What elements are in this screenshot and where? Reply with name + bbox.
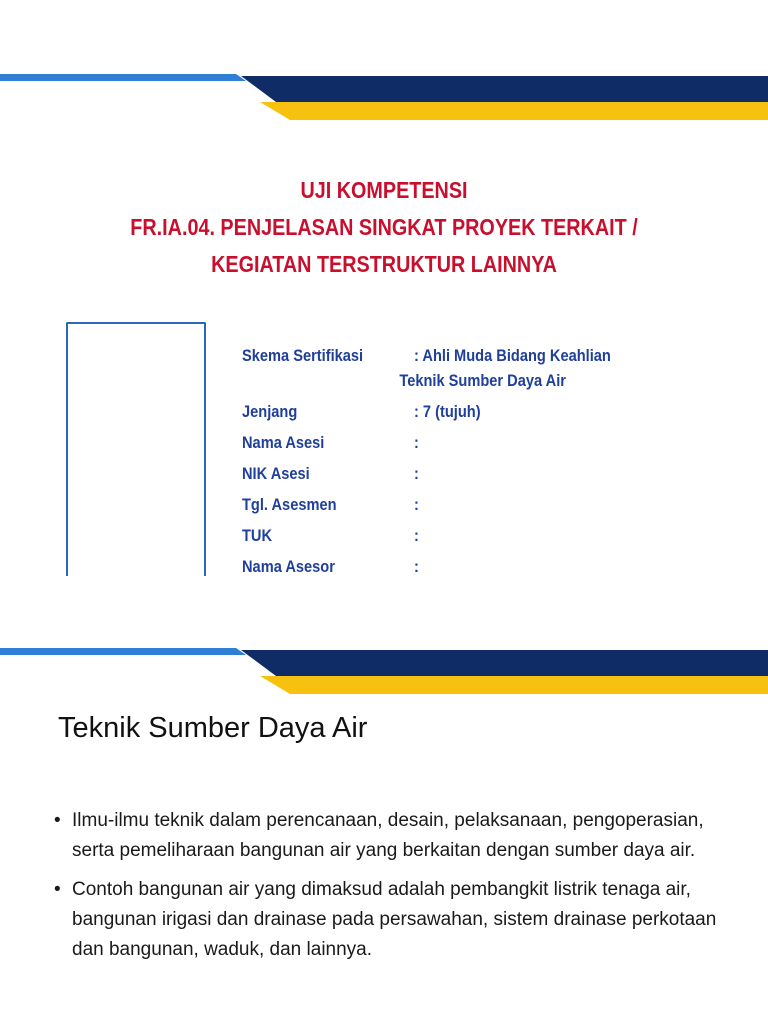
form-value: Teknik Sumber Daya Air bbox=[399, 371, 566, 390]
form-label: Jenjang bbox=[242, 402, 298, 421]
slide2-title: Teknik Sumber Daya Air bbox=[58, 712, 368, 744]
bullet-icon: • bbox=[54, 879, 61, 900]
form-label: TUK bbox=[242, 526, 273, 545]
bullet-icon: • bbox=[54, 810, 61, 831]
bullet-text: Ilmu-ilmu teknik dalam perencanaan, desain, pelaksanaan, pengoperasian, serta pemeliharaan bangunan air yang berkaitan dengan sumber daya air. bbox=[72, 810, 704, 861]
form-value: : bbox=[414, 495, 419, 514]
form-label: Tgl. Asesmen bbox=[242, 495, 337, 514]
form-label: Nama Asesor bbox=[242, 557, 335, 576]
form-row-jenjang bbox=[242, 396, 745, 427]
title-line-2: FR.IA.04. PENJELASAN SINGKAT PROYEK TERKAIT / bbox=[130, 214, 638, 240]
form-label: Nama Asesi bbox=[242, 433, 325, 452]
slide2-header-band bbox=[0, 646, 768, 694]
title-line-1: UJI KOMPETENSI bbox=[300, 177, 468, 203]
list-item bbox=[54, 806, 724, 866]
slide-separator bbox=[0, 576, 768, 646]
form-row-nik-asesi bbox=[242, 458, 745, 489]
form-row-skema-continuation bbox=[242, 365, 745, 396]
bullet-list bbox=[54, 806, 724, 974]
form-label: Skema Sertifikasi bbox=[242, 346, 364, 365]
form-row-tuk bbox=[242, 520, 745, 551]
form-value: : Ahli Muda Bidang Keahlian bbox=[414, 346, 611, 365]
form-value: : 7 (tujuh) bbox=[414, 402, 481, 421]
form-row-tgl-asesmen bbox=[242, 489, 745, 520]
list-item bbox=[54, 875, 724, 965]
header-band-graphic bbox=[0, 72, 768, 120]
title-line-3: KEGIATAN TERSTRUKTUR LAINNYA bbox=[211, 251, 557, 277]
slide1-title bbox=[40, 172, 728, 283]
form-value: : bbox=[414, 433, 419, 452]
slide1-header-band bbox=[0, 72, 768, 120]
form-label: NIK Asesi bbox=[242, 464, 310, 483]
form-value: : bbox=[414, 526, 419, 545]
form-value: : bbox=[414, 557, 419, 576]
bullet-text: Contoh bangunan air yang dimaksud adalah pembangkit listrik tenaga air, bangunan irigasi dan drainase pada persawahan, sistem drainase perkotaan dan bangunan, waduk, dan lainnya. bbox=[72, 879, 717, 960]
header-band-graphic bbox=[0, 646, 768, 694]
assessment-form bbox=[242, 340, 745, 582]
photo-frame bbox=[66, 322, 206, 576]
form-value: : bbox=[414, 464, 419, 483]
form-row-nama-asesi bbox=[242, 427, 745, 458]
